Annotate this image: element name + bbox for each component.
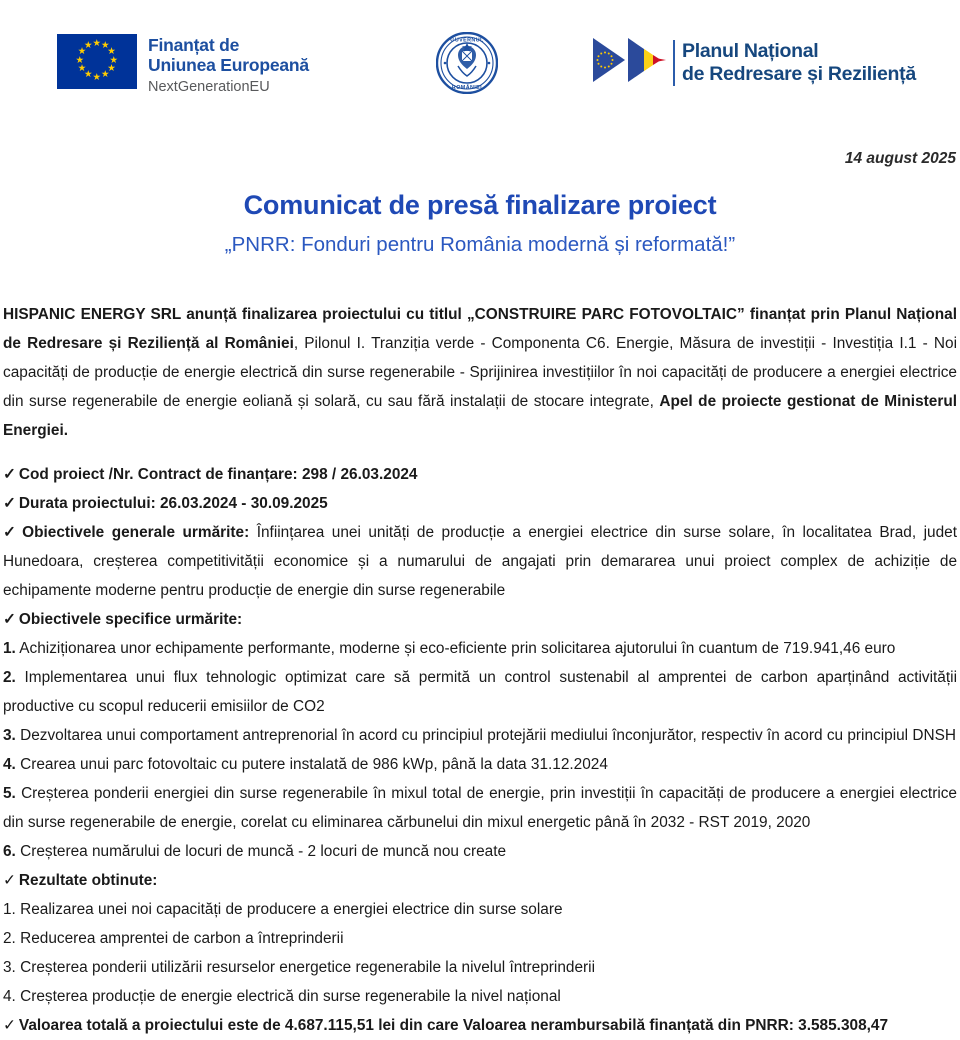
fact-label: Obiectivele generale urmărite: <box>22 524 250 541</box>
fact-label: Durata proiectului: 26.03.2024 - 30.09.2025 <box>18 495 328 512</box>
eu-star-icon <box>604 67 606 69</box>
eu-star-icon: ★ <box>101 69 110 81</box>
specific-objectives-list <box>3 634 957 866</box>
objective-text: Implementarea unui flux tehnologic optimizat care să permită un control sustenabil al amprentei de carbon aparținând activității productive cu scopul reducerii emisiilor de CO2 <box>3 669 957 715</box>
fact-text: Înființarea unei unități de producție a energiei electrice din surse solare, în localitatea Brad, judet Hunedoara, creșterea competitivității economice și a numarului de angajati prin demararea unui proiect complex de achiziție de echipamente moderne pentru producție de energie din surse regenerabile <box>3 524 957 599</box>
pnrr-logo-divider <box>673 40 675 86</box>
eu-logo-line1: Finanțat de <box>148 35 240 55</box>
eu-star-icon <box>600 66 602 68</box>
eu-funding-logo <box>57 34 309 97</box>
results-list <box>3 895 957 1011</box>
eu-star-icon: ★ <box>92 37 102 49</box>
eu-star-icon <box>612 59 614 61</box>
total-value-label: Valoarea totală a proiectului este de 4.687.115,51 lei din care Valoarea nerambursabilă finanțată din PNRR: 3.585.308,47 <box>18 1017 889 1034</box>
svg-text:GUVERNUL: GUVERNUL <box>450 37 484 44</box>
fact-label: Obiectivele specifice urmărite: <box>18 611 243 628</box>
document-date: 14 august 2025 <box>844 150 956 167</box>
objective-text: Dezvoltarea unui comportament antreprenorial în acord cu principiul protejării mediului înconjurător, respectiv în acord cu principiul DNSH <box>15 727 956 744</box>
eu-star-icon <box>611 63 613 65</box>
eu-logo-text <box>148 34 309 97</box>
check-icon: ✓ <box>3 466 16 483</box>
pnrr-logo-line1: Planul Național <box>682 40 819 62</box>
eu-star-icon <box>597 59 599 61</box>
result-text: Creșterea producție de energie electrică din surse regenerabile la nivel național <box>15 988 561 1005</box>
objective-number: 2. <box>3 669 16 686</box>
specific-objective-item <box>3 721 957 750</box>
pnrr-logo-text <box>682 40 916 85</box>
page-title: Comunicat de presă finalizare proiect <box>243 190 717 220</box>
objective-number: 5. <box>3 785 16 802</box>
page-subtitle: „PNRR: Fonduri pentru România modernă și reformată!” <box>224 233 736 256</box>
result-item <box>3 924 957 953</box>
svg-text:ROMÂNIEI: ROMÂNIEI <box>451 85 483 91</box>
eu-star-icon <box>604 52 606 54</box>
eu-star-icon: ★ <box>84 39 93 51</box>
eu-star-icon <box>608 53 610 55</box>
pnrr-logo <box>592 36 916 89</box>
objective-number: 1. <box>3 640 16 657</box>
eu-star-icon: ★ <box>107 46 116 57</box>
objective-text: Achiziționarea unor echipamente performante, moderne și eco-eficiente prin solicitarea ajutorului în cuantum de 719.941,46 euro <box>15 640 896 657</box>
eu-flag-icon <box>57 34 137 89</box>
result-item <box>3 953 957 982</box>
result-number: 1. <box>3 901 16 918</box>
eu-star-icon: ★ <box>84 69 93 81</box>
result-number: 2. <box>3 930 16 947</box>
specific-objective-item <box>3 663 957 721</box>
check-icon: ✓ <box>3 495 16 512</box>
objective-number: 3. <box>3 727 16 744</box>
romanian-government-seal-icon <box>436 32 498 94</box>
total-value-line <box>3 1011 957 1040</box>
eu-star-icon <box>600 53 602 55</box>
result-item <box>3 982 957 1011</box>
eu-star-icon: ★ <box>75 54 85 66</box>
objective-number: 4. <box>3 756 16 773</box>
objective-number: 6. <box>3 843 16 860</box>
specific-objective-item <box>3 634 957 663</box>
check-icon: ✓ <box>3 872 16 889</box>
intro-paragraph <box>3 300 957 445</box>
pnrr-arrows-icon <box>592 36 667 89</box>
document-body <box>3 300 957 1040</box>
intro-segment-2: , Pilonul I. Tranziția verde - Componenta C6. Energie, Măsura de investiții - Investiția I.1 - Noi capacități de producție de energie electrică din surse regenerabile - Sprijinirea investițiilor în noi capacități de producere a energiei electrice din surse regenerabile de energie eoliană și solară, cu sau fără instalații de stocare integrate, <box>3 335 957 410</box>
specific-objective-item <box>3 750 957 779</box>
eu-star-icon <box>598 63 600 65</box>
fact-line <box>3 460 957 489</box>
facts-list <box>3 460 957 634</box>
intro-segment-3: Apel de proiecte gestionat de Ministerul Energiei. <box>3 393 957 439</box>
check-icon: ✓ <box>3 611 16 628</box>
result-number: 4. <box>3 988 16 1005</box>
eu-logo-line2: Uniunea Europeană <box>148 55 309 75</box>
result-text: Realizarea unei noi capacități de producere a energiei electrice din surse solare <box>15 901 563 918</box>
eu-star-icon: ★ <box>77 63 87 74</box>
eu-star-icon: ★ <box>77 46 87 57</box>
eu-star-icon: ★ <box>109 54 119 66</box>
eu-star-icon <box>608 66 610 68</box>
fact-line <box>3 518 957 605</box>
results-heading <box>3 866 957 895</box>
specific-objective-item <box>3 837 957 866</box>
objective-text: Creșterea ponderii energiei din surse regenerabile în mixul total de energie, prin investiții în capacități de producere a energiei electrice din surse regenerabile de energie, corelat cu eliminarea cărbunelui din mixul energetic până în 2032 - RST 2019, 2020 <box>3 785 957 831</box>
eu-logo-line3: NextGenerationEU <box>148 79 270 95</box>
objective-text: Crearea unui parc fotovoltaic cu putere instalată de 986 kWp, până la data 31.12.2024 <box>15 756 608 773</box>
intro-segment-1: HISPANIC ENERGY SRL anunță finalizarea proiectului cu titlul „CONSTRUIRE PARC FOTOVOLTAIC” finanțat prin Planul Național de Redresare și Reziliență al României <box>3 306 957 352</box>
fact-label: Cod proiect /Nr. Contract de finanțare: 298 / 26.03.2024 <box>18 466 418 483</box>
result-item <box>3 895 957 924</box>
result-text: Reducerea amprentei de carbon a întreprinderii <box>15 930 344 947</box>
results-heading-label: Rezultate obtinute: <box>18 872 158 889</box>
eu-star-icon <box>598 55 600 57</box>
objective-text: Creșterea numărului de locuri de muncă - 2 locuri de muncă nou create <box>15 843 507 860</box>
eu-star-icon: ★ <box>92 71 102 83</box>
fact-line <box>3 489 957 518</box>
eu-star-icon: ★ <box>107 63 116 74</box>
fact-line <box>3 605 957 634</box>
check-icon: ✓ <box>3 1017 16 1034</box>
eu-star-icon <box>611 55 613 57</box>
result-text: Creșterea ponderii utilizării resurselor energetice regenerabile la nivelul întreprinderii <box>15 959 595 976</box>
logo-bar <box>3 0 957 118</box>
eu-star-icon: ★ <box>101 39 110 51</box>
specific-objective-item <box>3 779 957 837</box>
pnrr-logo-line2: de Redresare și Reziliență <box>682 62 916 85</box>
result-number: 3. <box>3 959 16 976</box>
check-icon: ✓ <box>3 524 20 541</box>
